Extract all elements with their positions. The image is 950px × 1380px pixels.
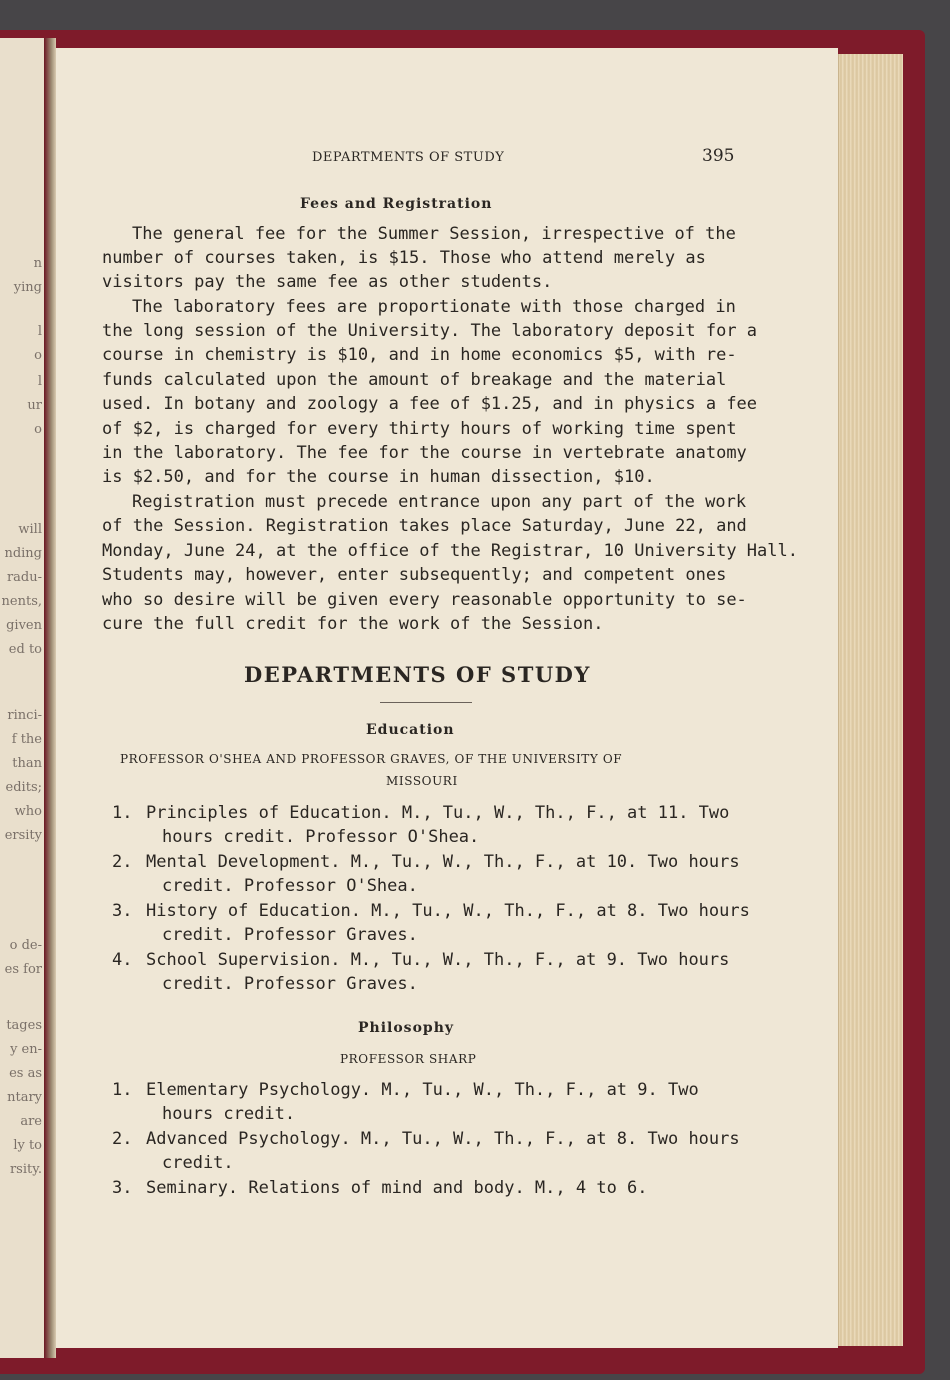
course-line: School Supervision. M., Tu., W., Th., F., at 9. Two hours bbox=[146, 950, 730, 970]
departments-title: DEPARTMENTS OF STUDY bbox=[244, 662, 591, 687]
left-fragment: ur bbox=[27, 398, 42, 413]
left-fragment: o bbox=[34, 422, 42, 437]
left-fragment: given bbox=[6, 618, 42, 633]
left-fragment: o de- bbox=[9, 938, 42, 953]
left-fragment: es for bbox=[4, 962, 42, 977]
left-fragment: nding bbox=[4, 546, 42, 561]
paragraph-line: Monday, June 24, at the office of the Registrar, 10 University Hall. bbox=[102, 541, 798, 561]
book-gutter bbox=[44, 38, 56, 1358]
philosophy-heading: Philosophy bbox=[358, 1020, 455, 1036]
paragraph-line: number of courses taken, is $15. Those who attend merely as bbox=[102, 248, 706, 268]
left-fragment: ly to bbox=[13, 1138, 42, 1153]
left-fragment: l bbox=[37, 324, 42, 339]
course-line: hours credit. bbox=[162, 1104, 296, 1124]
left-fragment: tages bbox=[6, 1018, 42, 1033]
course-line: credit. Professor O'Shea. bbox=[162, 876, 418, 896]
left-fragment: will bbox=[18, 522, 42, 537]
course-line: Elementary Psychology. M., Tu., W., Th., F., at 9. Two bbox=[146, 1080, 699, 1100]
page-edges bbox=[838, 54, 903, 1346]
course-number: 2. bbox=[112, 1129, 133, 1149]
course-number: 2. bbox=[112, 852, 133, 872]
left-fragment: y en- bbox=[10, 1042, 42, 1057]
left-fragment: rinci- bbox=[7, 708, 42, 723]
left-fragment: f the bbox=[11, 732, 42, 747]
paragraph-line: in the laboratory. The fee for the course in vertebrate anatomy bbox=[102, 443, 747, 463]
page-number: 395 bbox=[702, 146, 735, 166]
left-page-edge bbox=[0, 38, 46, 1358]
course-line: Principles of Education. M., Tu., W., Th., F., at 11. Two bbox=[146, 803, 730, 823]
course-line: Advanced Psychology. M., Tu., W., Th., F., at 8. Two hours bbox=[146, 1129, 740, 1149]
paragraph-line: the long session of the University. The laboratory deposit for a bbox=[102, 321, 758, 341]
course-line: hours credit. Professor O'Shea. bbox=[162, 827, 480, 847]
left-fragment: ntary bbox=[7, 1090, 42, 1105]
course-number: 3. bbox=[112, 901, 133, 921]
paragraph-line: used. In botany and zoology a fee of $1.25, and in physics a fee bbox=[102, 394, 758, 414]
course-line: credit. Professor Graves. bbox=[162, 974, 418, 994]
course-line: credit. Professor Graves. bbox=[162, 925, 418, 945]
fees-heading: Fees and Registration bbox=[300, 196, 493, 212]
paragraph-line: of the Session. Registration takes place Saturday, June 22, and bbox=[102, 516, 747, 536]
course-line: History of Education. M., Tu., W., Th., F., at 8. Two hours bbox=[146, 901, 750, 921]
paragraph-line: The laboratory fees are proportionate with those charged in bbox=[132, 297, 736, 317]
left-fragment: than bbox=[12, 756, 42, 771]
education-heading: Education bbox=[366, 722, 455, 738]
course-line: credit. bbox=[162, 1153, 234, 1173]
course-line: Mental Development. M., Tu., W., Th., F., at 10. Two hours bbox=[146, 852, 740, 872]
paragraph-line: who so desire will be given every reasonable opportunity to se- bbox=[102, 590, 747, 610]
left-fragment: ed to bbox=[8, 642, 42, 657]
education-professors-cont: MISSOURI bbox=[386, 774, 458, 788]
paragraph-line: Students may, however, enter subsequently; and competent ones bbox=[102, 565, 727, 585]
course-number: 1. bbox=[112, 803, 133, 823]
left-fragment: es as bbox=[9, 1066, 42, 1081]
left-fragment: o bbox=[34, 348, 42, 363]
paragraph-line: of $2, is charged for every thirty hours of working time spent bbox=[102, 419, 737, 439]
left-fragment: ying bbox=[13, 280, 42, 295]
paragraph-line: is $2.50, and for the course in human dissection, $10. bbox=[102, 467, 655, 487]
paragraph-line: course in chemistry is $10, and in home economics $5, with re- bbox=[102, 345, 737, 365]
course-number: 3. bbox=[112, 1178, 133, 1198]
paragraph-line: Registration must precede entrance upon any part of the work bbox=[132, 492, 747, 512]
left-fragment: l bbox=[37, 374, 42, 389]
left-fragment: nents, bbox=[1, 594, 42, 609]
left-fragment: are bbox=[20, 1114, 42, 1129]
paragraph-line: funds calculated upon the amount of breakage and the material bbox=[102, 370, 727, 390]
course-number: 4. bbox=[112, 950, 133, 970]
left-fragment: radu- bbox=[6, 570, 42, 585]
running-head: DEPARTMENTS OF STUDY bbox=[312, 150, 505, 165]
left-fragment: who bbox=[14, 804, 42, 819]
education-professors: PROFESSOR O'SHEA AND PROFESSOR GRAVES, OF THE UNIVERSITY OF bbox=[120, 752, 623, 766]
course-line: Seminary. Relations of mind and body. M., 4 to 6. bbox=[146, 1178, 648, 1198]
paragraph-line: The general fee for the Summer Session, irrespective of the bbox=[132, 224, 736, 244]
divider-rule bbox=[380, 702, 472, 703]
paragraph-line: cure the full credit for the work of the Session. bbox=[102, 614, 604, 634]
paragraph-line: visitors pay the same fee as other students. bbox=[102, 272, 553, 292]
course-number: 1. bbox=[112, 1080, 133, 1100]
left-fragment: n bbox=[33, 256, 42, 271]
left-fragment: rsity. bbox=[9, 1162, 42, 1177]
left-fragment: ersity bbox=[4, 828, 42, 843]
left-fragment: edits; bbox=[5, 780, 42, 795]
philosophy-professor: PROFESSOR SHARP bbox=[340, 1052, 477, 1066]
